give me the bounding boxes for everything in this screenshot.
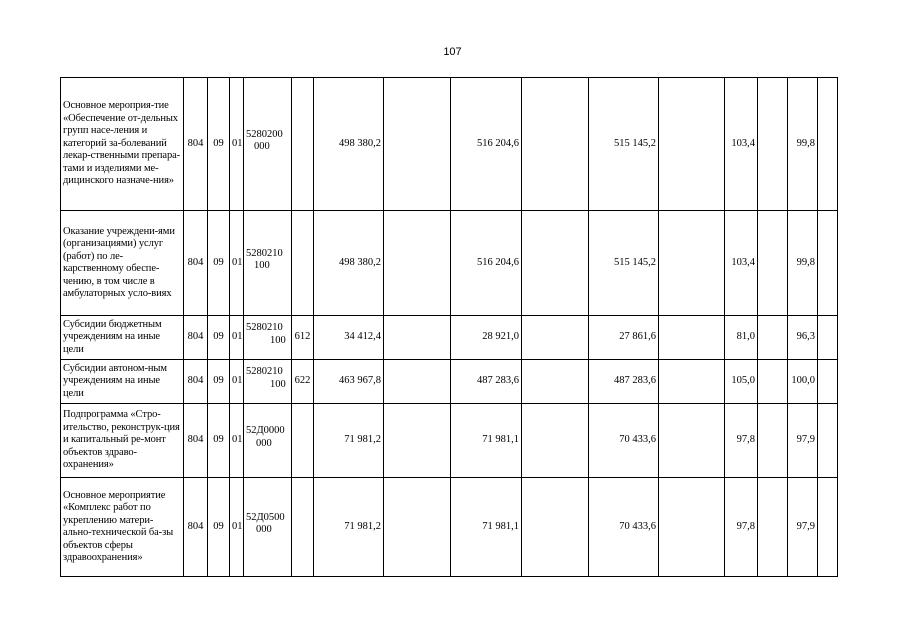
budget-table: [60, 77, 838, 577]
ministry-code: 804: [184, 404, 208, 478]
percent-1: 105,0: [725, 360, 758, 404]
percent-1: 97,8: [725, 404, 758, 478]
empty-cell: [818, 404, 838, 478]
subsection-code: 01: [230, 360, 244, 404]
empty-cell: [522, 478, 589, 577]
row-name: Основное мероприя-тие «Обеспечение от-дельных групп насе-ления и категорий за-болеваний лекар-ственными препара-тами и изделиями ме-дицинского назначе-ния»: [61, 78, 184, 211]
percent-1: 103,4: [725, 211, 758, 316]
target-article-code: [244, 78, 292, 211]
plan-amount-1: 34 412,4: [314, 316, 384, 360]
percent-1: 103,4: [725, 78, 758, 211]
empty-cell: [384, 478, 451, 577]
expense-type-code: [292, 404, 314, 478]
plan-amount-2: 516 204,6: [451, 78, 522, 211]
plan-amount-1: 71 981,2: [314, 404, 384, 478]
section-code: 09: [208, 211, 230, 316]
target-code-top: 5280200: [246, 128, 283, 140]
executed-amount: 487 283,6: [589, 360, 659, 404]
percent-2: 97,9: [788, 404, 818, 478]
ministry-code: 804: [184, 316, 208, 360]
section-code: 09: [208, 316, 230, 360]
table-row: [61, 404, 838, 478]
subsection-code: 01: [230, 211, 244, 316]
ministry-code: 804: [184, 360, 208, 404]
subsection-code: 01: [230, 478, 244, 577]
percent-2: 97,9: [788, 478, 818, 577]
section-code: 09: [208, 78, 230, 211]
expense-type-code: [292, 478, 314, 577]
empty-cell: [659, 316, 725, 360]
empty-cell: [758, 211, 788, 316]
target-code-bottom: 000: [256, 437, 272, 449]
percent-2: 99,8: [788, 211, 818, 316]
target-code-top: 5280210: [246, 322, 283, 333]
percent-1: 81,0: [725, 316, 758, 360]
target-code-bottom: 100: [254, 260, 270, 271]
table-row: [61, 78, 838, 211]
row-name: Подпрограмма «Стро-ительство, реконструк-ция и капитальный ре-монт объектов здраво-охранения»: [61, 404, 184, 478]
empty-cell: [758, 478, 788, 577]
empty-cell: [758, 78, 788, 211]
target-code-top: 52Д0000: [246, 425, 285, 436]
expense-type-code: 622: [292, 360, 314, 404]
empty-cell: [522, 316, 589, 360]
empty-cell: [818, 478, 838, 577]
empty-cell: [758, 404, 788, 478]
target-code-top: 5280210: [246, 247, 283, 259]
empty-cell: [384, 404, 451, 478]
subsection-code: 01: [230, 78, 244, 211]
table-row: [61, 211, 838, 316]
plan-amount-2: 71 981,1: [451, 478, 522, 577]
row-name: Основное мероприятие «Комплекс работ по укреплению матери-ально-технической ба-зы объектов сферы здравоохранения»: [61, 478, 184, 577]
target-article-code: [244, 211, 292, 316]
plan-amount-2: 71 981,1: [451, 404, 522, 478]
empty-cell: [659, 404, 725, 478]
empty-cell: [818, 316, 838, 360]
table-row: [61, 360, 838, 404]
percent-2: 100,0: [788, 360, 818, 404]
empty-cell: [758, 316, 788, 360]
empty-cell: [384, 78, 451, 211]
empty-cell: [818, 211, 838, 316]
expense-type-code: [292, 78, 314, 211]
table-row: [61, 316, 838, 360]
empty-cell: [659, 360, 725, 404]
section-code: 09: [208, 404, 230, 478]
subsection-code: 01: [230, 316, 244, 360]
target-article-code: [244, 316, 292, 360]
row-name: Субсидии автоном-ным учреждениям на иные цели: [61, 360, 184, 404]
plan-amount-2: 516 204,6: [451, 211, 522, 316]
executed-amount: 515 145,2: [589, 211, 659, 316]
empty-cell: [659, 478, 725, 577]
plan-amount-1: 498 380,2: [314, 211, 384, 316]
ministry-code: 804: [184, 478, 208, 577]
empty-cell: [659, 78, 725, 211]
percent-2: 96,3: [788, 316, 818, 360]
expense-type-code: [292, 211, 314, 316]
target-code-bottom: 100: [270, 334, 286, 346]
page-number: 107: [443, 46, 462, 58]
row-name: Субсидии бюджетным учреждениям на иные цели: [61, 316, 184, 360]
target-code-top: 5280210: [246, 366, 283, 377]
target-article-code: [244, 404, 292, 478]
executed-amount: 70 433,6: [589, 404, 659, 478]
executed-amount: 27 861,6: [589, 316, 659, 360]
executed-amount: 70 433,6: [589, 478, 659, 577]
expense-type-code: 612: [292, 316, 314, 360]
empty-cell: [818, 78, 838, 211]
empty-cell: [522, 404, 589, 478]
section-code: 09: [208, 478, 230, 577]
target-article-code: [244, 478, 292, 577]
empty-cell: [818, 360, 838, 404]
percent-2: 99,8: [788, 78, 818, 211]
empty-cell: [384, 360, 451, 404]
target-code-top: 52Д0500: [246, 511, 285, 523]
executed-amount: 515 145,2: [589, 78, 659, 211]
empty-cell: [522, 78, 589, 211]
plan-amount-2: 28 921,0: [451, 316, 522, 360]
table-row: [61, 478, 838, 577]
ministry-code: 804: [184, 78, 208, 211]
target-code-bottom: 000: [254, 141, 270, 152]
subsection-code: 01: [230, 404, 244, 478]
target-code-bottom: 000: [256, 524, 272, 535]
empty-cell: [659, 211, 725, 316]
percent-1: 97,8: [725, 478, 758, 577]
target-article-code: [244, 360, 292, 404]
section-code: 09: [208, 360, 230, 404]
plan-amount-1: 463 967,8: [314, 360, 384, 404]
plan-amount-2: 487 283,6: [451, 360, 522, 404]
empty-cell: [384, 211, 451, 316]
row-name: Оказание учреждени-ями (организациями) услуг (работ) по ле-карственному обеспе-чению, в том числе в амбулаторных усло-виях: [61, 211, 184, 316]
empty-cell: [384, 316, 451, 360]
ministry-code: 804: [184, 211, 208, 316]
empty-cell: [758, 360, 788, 404]
empty-cell: [522, 360, 589, 404]
plan-amount-1: 498 380,2: [314, 78, 384, 211]
empty-cell: [522, 211, 589, 316]
plan-amount-1: 71 981,2: [314, 478, 384, 577]
target-code-bottom: 100: [270, 378, 286, 390]
